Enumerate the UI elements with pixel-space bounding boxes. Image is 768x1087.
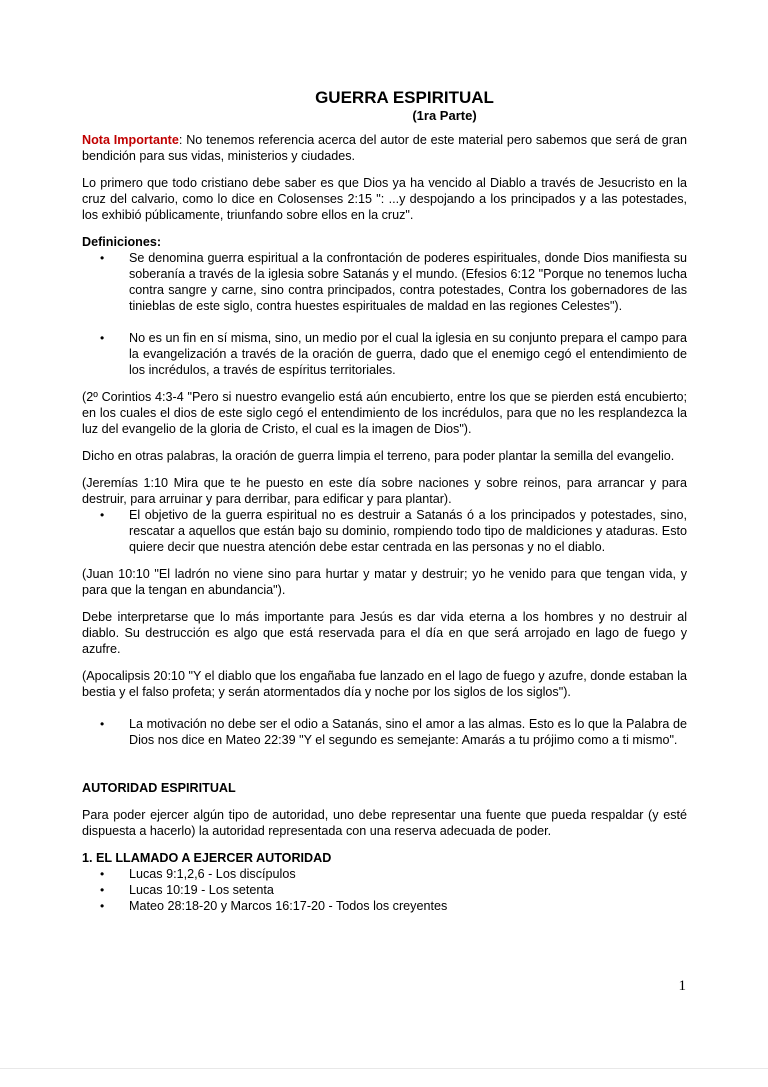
dicho-paragraph: Dicho en otras palabras, la oración de guerra limpia el terreno, para poder plantar la semilla del evangelio.: [82, 449, 675, 463]
juan-paragraph: (Juan 10:10 "El ladrón no viene sino para hurtar y matar y destruir; yo he venido para que tengan vida, y para que la tengan en abundancia").: [82, 567, 687, 597]
corintios-paragraph: (2º Corintios 4:3-4 "Pero si nuestro evangelio está aún encubierto, entre los que se pierden está encubierto; en los cuales el dios de este siglo cegó el entendimiento de los incrédulos, para que no les resplandezca la luz del evangelio de la gloria de Cristo, el cual es la imagen de Dios").: [82, 390, 687, 436]
bullet-icon: •: [100, 899, 105, 913]
list-item-text: No es un fin en sí misma, sino, un medio por el cual la iglesia en su conjunto prepara el campo para la evangelización a través de la oración de guerra, dado que el enemigo cegó el entendimiento de los incrédulos, a través de espíritus territoriales.: [129, 331, 687, 377]
definitions-heading: Definiciones:: [82, 235, 162, 249]
note-paragraph: [82, 132, 687, 164]
list-item-text: Mateo 28:18-20 y Marcos 16:17-20 - Todos los creyentes: [129, 899, 448, 913]
llamado-heading: 1. EL LLAMADO A EJERCER AUTORIDAD: [82, 851, 332, 865]
autoridad-paragraph: Para poder ejercer algún tipo de autoridad, uno debe representar una fuente que pueda respaldar (y esté dispuesta a hacerlo) la autoridad representada con una reserva adecuada de poder.: [82, 808, 687, 838]
bullet-icon: •: [100, 508, 105, 522]
list-item-text: Lucas 9:1,2,6 - Los discípulos: [129, 867, 296, 881]
apocalipsis-paragraph: (Apocalipsis 20:10 "Y el diablo que los engañaba fue lanzado en el lago de fuego y azufre, donde estaban la bestia y el falso profeta; y serán atormentados día y noche por los siglos de los siglos").: [82, 669, 687, 699]
document-body: [82, 88, 687, 925]
list-item: [82, 330, 687, 378]
list-item-text: Lucas 10:19 - Los setenta: [129, 883, 274, 897]
list-item: [82, 882, 687, 898]
motivacion-list: [82, 716, 687, 748]
intro-paragraph: Lo primero que todo cristiano debe saber es que Dios ya ha vencido al Diablo a través de Jesucristo en la cruz del calvario, como lo dice en Colosenses 2:15 ": ...y despojando a los principados y a las potestades, los exhibió públicamente, triunfando sobre ellos en la cruz".: [82, 176, 687, 222]
llamado-list: [82, 866, 687, 914]
autoridad-heading: AUTORIDAD ESPIRITUAL: [82, 781, 236, 795]
list-item-text: La motivación no debe ser el odio a Satanás, sino el amor a las almas. Esto es lo que la Palabra de Dios nos dice en Mateo 22:39 "Y el segundo es semejante: Amarás a tu prójimo como a ti mismo".: [129, 717, 687, 747]
note-label: Nota Importante: [82, 133, 179, 147]
bullet-icon: •: [100, 251, 105, 265]
bullet-icon: •: [100, 717, 105, 731]
list-item: [82, 866, 687, 882]
list-item: [82, 507, 687, 555]
page-title: GUERRA ESPIRITUAL: [315, 88, 494, 107]
bullet-icon: •: [100, 331, 105, 345]
bullet-icon: •: [100, 867, 105, 881]
list-item-text: Se denomina guerra espiritual a la confrontación de poderes espirituales, donde Dios manifiesta su soberanía a través de la iglesia sobre Satanás y el mundo. (Efesios 6:12 "Porque no tenemos lucha contra sangre y carne, sino contra principados, contra potestades, Contra los gobernadores de las tinieblas de este siglo, contra huestes espirituales de maldad en las regiones Celestes").: [129, 251, 687, 313]
list-item-text: El objetivo de la guerra espiritual no es destruir a Satanás ó a los principados y potestades, sino, rescatar a aquellos que están bajo su dominio, rompiendo todo tipo de maldiciones y ataduras. Esto quiere decir que nuestra atención debe estar centrada en las personas y no el diablo.: [129, 508, 687, 554]
page-footer-strip: [0, 1068, 768, 1087]
page-number: 1: [678, 978, 686, 994]
debe-paragraph: Debe interpretarse que lo más importante para Jesús es dar vida eterna a los hombres y no destruir al diablo. Su destrucción es algo que está reservada para el día en que será arrojado en lago de fuego y azufre.: [82, 610, 687, 656]
objetivo-list: [82, 507, 687, 555]
definitions-list: [82, 250, 687, 378]
list-item: [82, 898, 687, 914]
page-subtitle: (1ra Parte): [412, 108, 477, 123]
bullet-icon: •: [100, 883, 105, 897]
jeremias-paragraph: (Jeremías 1:10 Mira que te he puesto en este día sobre naciones y sobre reinos, para arrancar y para destruir, para arruinar y para derribar, para edificar y para plantar).: [82, 476, 687, 506]
list-item: [82, 250, 687, 314]
note-text: : No tenemos referencia acerca del autor de este material pero sabemos que será de gran bendición para sus vidas, ministerios y ciudades.: [82, 133, 687, 163]
list-item: [82, 716, 687, 748]
